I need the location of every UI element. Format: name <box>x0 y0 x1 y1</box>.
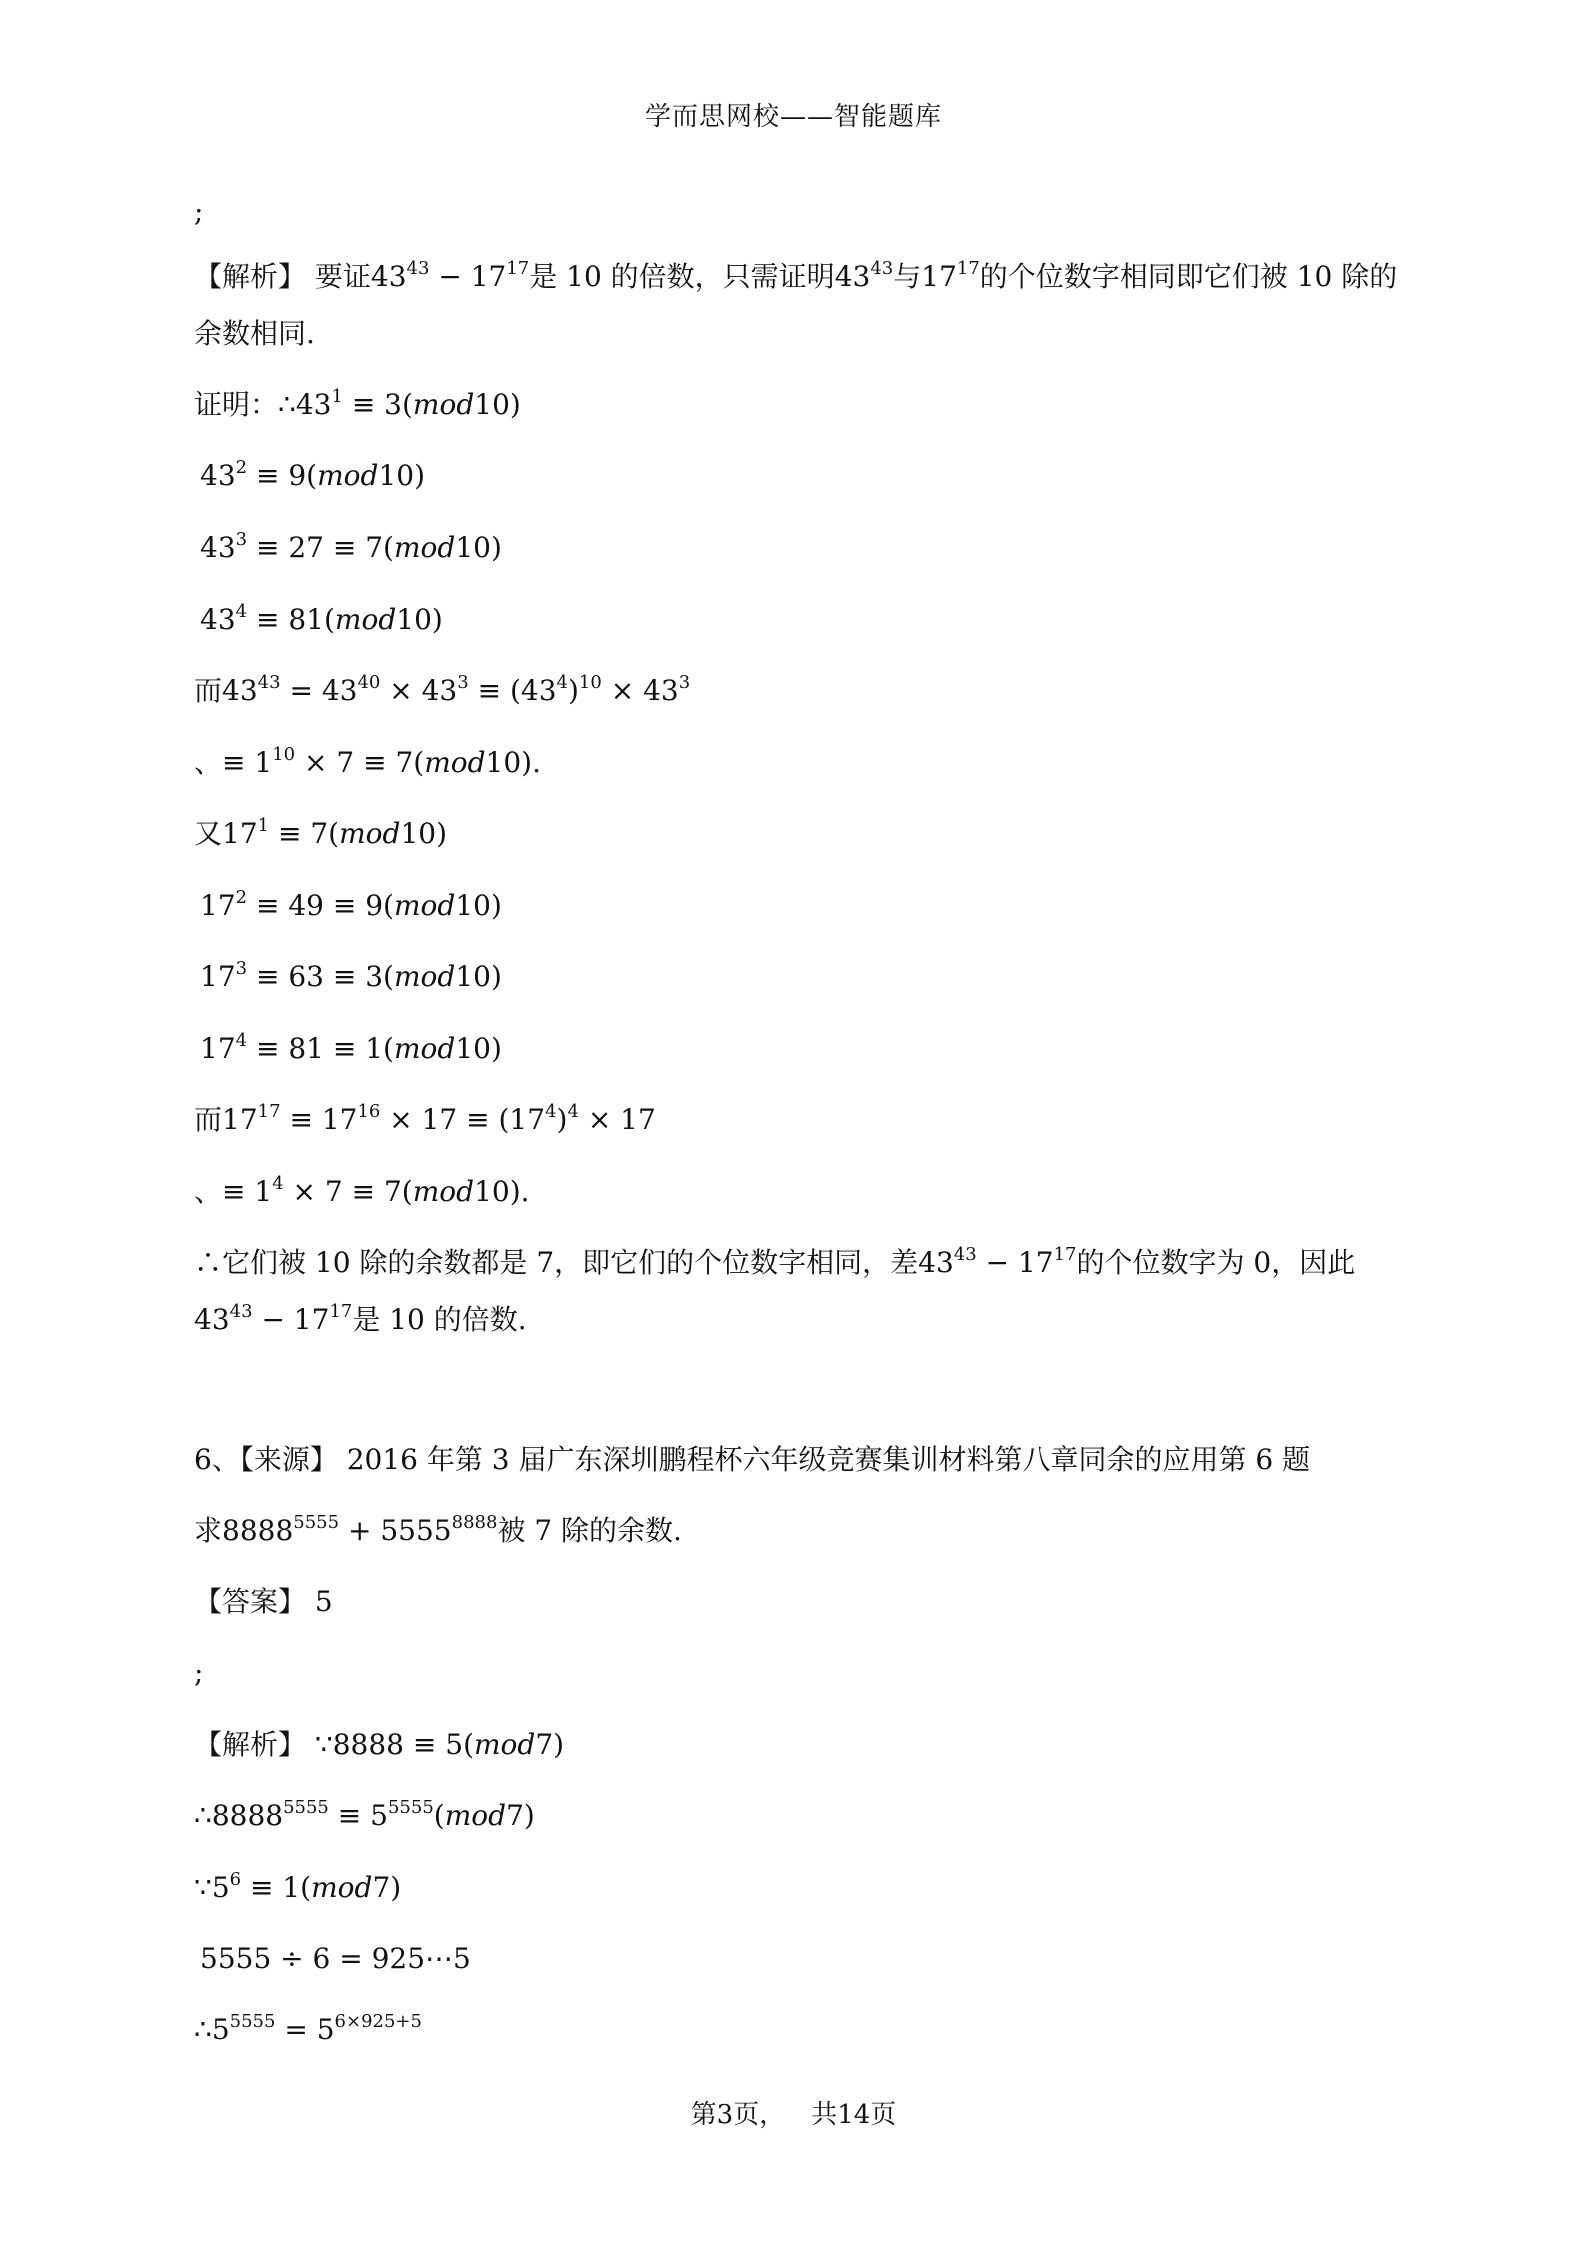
semicolon-line: ; <box>194 195 204 228</box>
page-header: 学而思网校——智能题库 <box>644 102 942 132</box>
proof-step-43-decompose: 而$43^{43} = 43^{40} \times 43^3 \equiv (43^4)^{10} \times 43^3$ <box>194 672 691 707</box>
question-6-header: 6、【来源】 2016 年第 3 届广东深圳鹏程杯六年级竞赛集训材料第八章同余的应用第 6 题 <box>194 1443 1311 1476</box>
page-total: 共14页 <box>811 2100 897 2130</box>
proof-step-43-4: $43^4 \equiv 81(mod10)$ <box>200 601 443 636</box>
analysis-intro-line1: 【解析】 要证$43^{43} - 17^{17}$是 10 的倍数，只需证明$43^{43}$与$17^{17}$的个位数字相同即它们被 10 除的 <box>194 258 1398 293</box>
answer-line: 【答案】 5 <box>194 1585 333 1618</box>
proof-step-17-4: $17^4 \equiv 81 \equiv 1(mod10)$ <box>200 1030 502 1065</box>
proof-step-43-3: $43^3 \equiv 27 \equiv 7(mod10)$ <box>200 529 502 564</box>
proof-step-17-1: 又$17^1 \equiv 7(mod10)$ <box>194 815 448 850</box>
conclusion-line1: ∴它们被 10 除的余数都是 7，即它们的个位数字相同，差$43^{43} - 17^{17}$的个位数字为 0，因此 <box>194 1244 1356 1279</box>
proof-step-17-decompose: 而$17^{17} \equiv 17^{16} \times 17 \equiv (17^4)^4 \times 17$ <box>194 1101 656 1136</box>
analysis-step-2: $\therefore 8888^{5555} \equiv 5^{5555}(mod7)$ <box>194 1797 535 1832</box>
analysis-step-5: $\therefore 5^{5555} = 5^{6\times 925+5}$ <box>194 2011 422 2046</box>
conclusion-line2: $43^{43} - 17^{17}$是 10 的倍数. <box>194 1301 527 1336</box>
semicolon-line-2: ; <box>194 1656 204 1689</box>
page-footer <box>0 2094 1587 2131</box>
proof-step-17-3: $17^3 \equiv 63 \equiv 3(mod10)$ <box>200 958 502 993</box>
proof-step-43-1: 证明：$\therefore 43^1 \equiv 3(mod10)$ <box>194 386 521 421</box>
proof-step-43-result: 、≡ $1^{10} \times 7 \equiv 7(mod10)$. <box>194 744 541 779</box>
proof-step-43-2: $43^2 \equiv 9(mod10)$ <box>200 457 425 492</box>
analysis-intro-line2: 余数相同. <box>194 317 315 350</box>
question-6-prompt: 求$8888^{5555} + 5555^{8888}$被 7 除的余数. <box>194 1512 682 1547</box>
proof-step-17-result: 、≡ $1^4 \times 7 \equiv 7(mod10)$. <box>194 1173 530 1208</box>
analysis-step-1: 【解析】 ∵8888 ≡ 5(mod7) <box>194 1728 565 1761</box>
proof-step-17-2: $17^2 \equiv 49 \equiv 9(mod10)$ <box>200 887 502 922</box>
analysis-step-3: $\because 5^6 \equiv 1(mod7)$ <box>194 1869 402 1904</box>
page-number: 第3页， <box>690 2100 786 2130</box>
analysis-step-4: 5555 ÷ 6 = 925⋯5 <box>200 1942 471 1975</box>
